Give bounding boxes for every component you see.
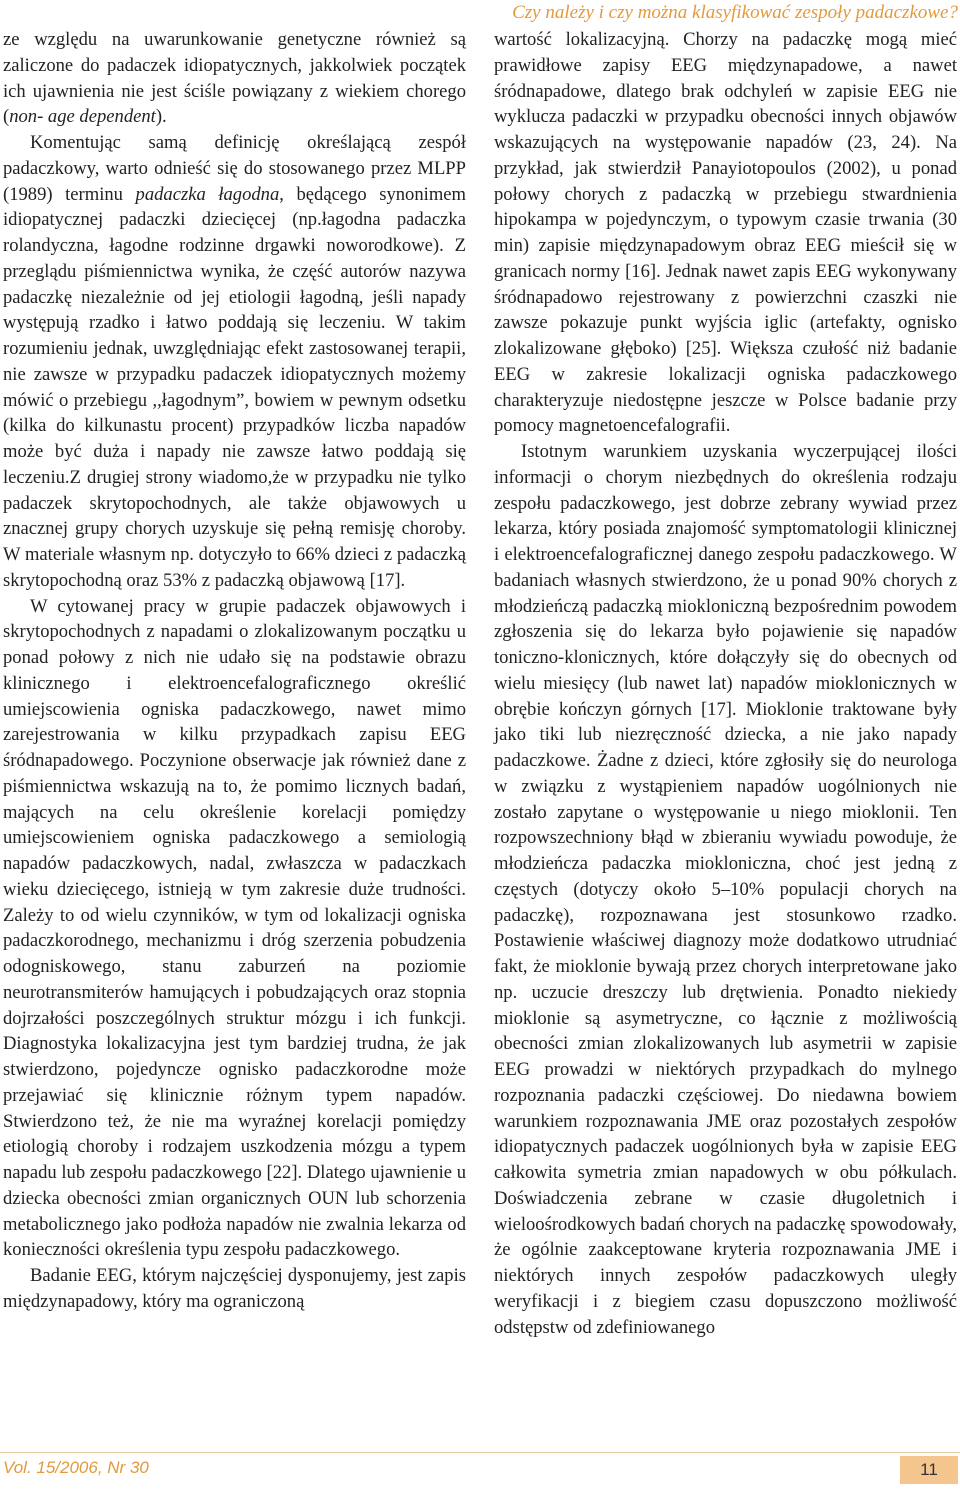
paragraph: W cytowanej pracy w grupie padaczek objawowych i skrytopochodnych z napadami o zlokalizowanym początku u ponad połowy z nich nie udało się na podstawie obrazu klinicznego i elektroencefalograficznego określić umiejscowienia ogniska padaczkowego, nawet mimo zarejestrowania w kilku przypadkach zapisu EEG śródnapadowego. Poczynione obserwacje jak również dane z piśmiennictwa wskazują na to, że pomimo licznych badań, mających na celu określenie korelacji pomiędzy umiejscowieniem ogniska padaczkowego a semiologią napadów padaczkowych, nadal, zwłaszcza w padaczkach wieku dziecięcego, istnieją w tym zakresie duże trudności. Zależy to od wielu czynników, w tym od lokalizacji ogniska padaczkorodnego, mechanizmu i dróg szerzenia pobudzenia odogniskowego, stanu zaburzeń na poziomie neurotransmiterów hamujących i pobudzających oraz stopnia dojrzałości poszczególnych struktur mózgu i ich funkcji. Diagnostyka lokalizacyjna jest tym bardziej trudna, że jak stwierdzono, pojedyncze ognisko padaczkorodne może przejawiać się klinicznie różnym typem napadów. Stwierdzono też, że nie ma wyraźnej korelacji pomiędzy etiologią choroby i rodzajem uszkodzenia mózgu a typem napadu lub zespołu padaczkowego [22]. Dlatego ujawnienie u dziecka obecności zmian organicznych OUN lub schorzenia metabolicznego jako podłoża napadów nie zwalnia lekarza od konieczności określenia typu zespołu padaczkowego. (3, 595, 466, 1261)
paragraph: Badanie EEG, którym najczęściej dysponujemy, jest zapis międzynapadowy, który ma ograniczoną (3, 1265, 466, 1312)
paragraph: Istotnym warunkiem uzyskania wyczerpującej ilości informacji o chorym niezbędnych do określenia rodzaju zespołu padaczkowego, jest dobrze zebrany wywiad przez lekarza, który posiada znajomość symptomatologii klinicznej i elektroencefalograficznej danego zespołu padaczkowego. W badaniach własnych stwierdzono, że u ponad 90% chorych z młodzieńczą padaczką miokloniczną bezpośrednim powodem zgłoszenia się do lekarza było pojawienie się napadów toniczno-klonicznych, które dołączyły się do obecnych od wielu miesięcy (lub nawet lat) napadów mioklonicznych w obrębie kończyn górnych [17]. Mioklonie traktowane były jako tiki lub niezręczność dziecka, a nie jako napady padaczkowe. Żadne z dzieci, które zgłosiły się do neurologa w związku z wystąpieniem napadów uogólnionych nie zostało zapytane o występowanie u niego mioklonii. Ten rozpowszechniony błąd w zbieraniu wywiadu powoduje, że młodzieńcza padaczka miokloniczna, choć jest jedną z częstych (dotyczy około 5–10% populacji chorych na padaczkę), rozpoznawana jest stosunkowo rzadko. Postawienie właściwej diagnozy może dodatkowo utrudniać fakt, że mioklonie bywają przez chorych interpretowane jako np. uczucie dreszczy lub drętwienia. Ponadto niekiedy mioklonie są asymetryczne, co łącznie z możliwością obecności zmian zlokalizowanych lub asymetrii w zapisie EEG prowadzi w niektórych przypadkach do mylnego rozpoznania padaczki częściowej. Do niedawna bowiem warunkiem rozpoznawania JME oraz pozostałych zespołów idiopatycznych padaczek uogólnionych była w zapisie EEG całkowita symetria zmian napadowych w obu półkulach. Doświadczenia zebrane w czasie długoletnich i wieloośrodkowych badań chorych na padaczkę spowodowały, że ogólnie zaakceptowane kryteria rozpoznawania JME i niektórych innych zespołów padaczkowych uległy weryfikacji i z biegiem czasu dopuszczono możliwość odstępstw od zdefiniowanego (494, 441, 957, 1338)
right-column (494, 27, 957, 1340)
italic-term: padaczka łagodna (135, 183, 280, 205)
page-number: 11 (900, 1456, 958, 1484)
left-column (3, 27, 466, 1315)
paragraph (3, 27, 466, 130)
paragraph: wartość lokalizacyjną. Chorzy na padaczkę mogą mieć prawidłowe zapisy EEG międzynapadowe, a nawet śródnapadowe, dlatego brak odchyleń w zapisie EEG nie wyklucza padaczki w przypadku obecności innych objawów wskazujących na występowanie napadów (23, 24). Na przykład, jak stwierdził Panayiotopoulos (2002), u ponad połowy chorych z padaczką w przebiegu stwardnienia hipokampa w pojedynczym, o typowym czasie trwania (30 min) zapisie międzynapadowym obraz EEG mieścił się w granicach normy [16]. Jednak nawet zapis EEG wykonywany śródnapadowo rejestrowany z powierzchni czaszki nie zawsze pokazuje punkt wyjścia iglic (artefakty, ognisko zlokalizowane głęboko) [25]. Większa czułość niż badanie EEG w zakresie lokalizacji ogniska padaczkowego charakteryzuje niedostępne jeszcze w Polsce badanie przy pomocy magnetoencefalografii. (494, 29, 957, 437)
footer-divider (0, 1452, 960, 1453)
paragraph (3, 130, 466, 594)
text-run: ze względu na uwarunkowanie genetyczne również są zaliczone do padaczek idiopatycznych, jakkolwiek początek ich ujawnienia nie jest ściśle powiązany z wiekiem chorego ( (3, 29, 466, 128)
text-run: ). (155, 106, 167, 128)
running-title: Czy należy i czy można klasyfikować zespoły padaczkowe? (512, 2, 958, 23)
journal-volume: Vol. 15/2006, Nr 30 (3, 1458, 149, 1477)
text-run: , będącego synonimem idiopatycznej padaczki dziecięcej (np.łagodna padaczka rolandyczna, łagodne rodzinne drgawki noworodkowe). Z przeglądu piśmiennictwa wynika, że część autorów nazywa padaczkę niezależnie od jej etiologii łagodną, jeśli napady występują rzadko i łatwo poddają się leczeniu. W takim rozumieniu jednak, uwzględniając efekt zastosowanej terapii, nie zawsze w przypadku padaczek idiopatycznych możemy mówić o przebiegu ,,łagodnym”, bowiem w pewnym odsetku (kilka do kilkunastu procent) przypadków liczba napadów może być duża i napady nie zawsze łatwo poddają się leczeniu.Z drugiej strony wiadomo,że w przypadku nie tylko padaczek skrytopochodnych, ale także objawowych u znacznej grupy chorych uzyskuje się pełną remisję choroby. W materiale własnym np. dotyczyło to 66% dzieci z padaczką skrytopochodną oraz 53% z padaczką objawową [17]. (3, 183, 466, 591)
text-run: Komentując samą definicję określającą zespół padaczkowy, warto odnieść się do stosowanego przez MLPP (1989) terminu (3, 132, 466, 205)
italic-term: non- age dependent (9, 106, 156, 128)
